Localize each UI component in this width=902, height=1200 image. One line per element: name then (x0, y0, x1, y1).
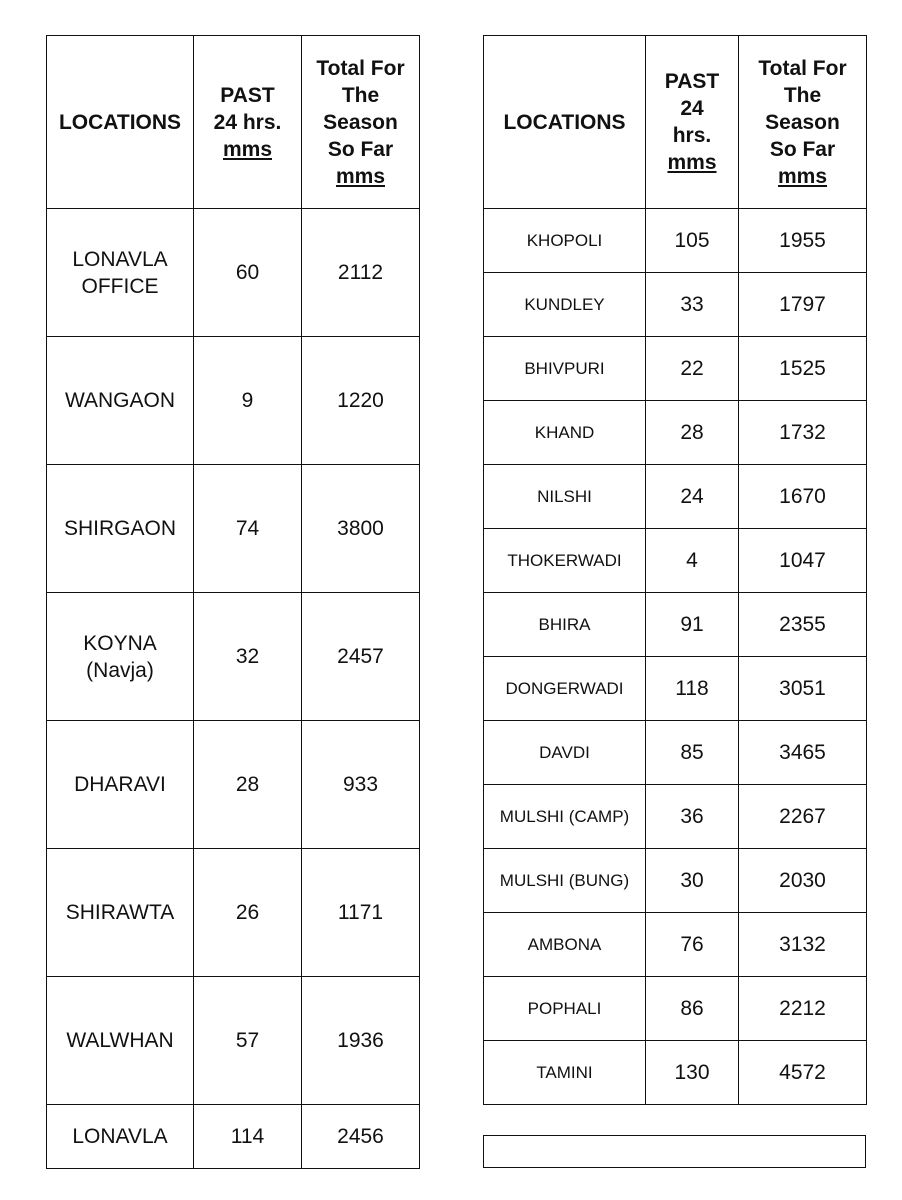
table-row (47, 209, 420, 337)
season-total-cell: 2456 (302, 1105, 420, 1169)
location-cell: MULSHI (BUNG) (484, 849, 646, 913)
location-cell: KHOPOLI (484, 209, 646, 273)
season-total-cell: 1797 (739, 273, 867, 337)
empty-table-box (483, 1135, 866, 1168)
table-row (484, 913, 867, 977)
season-total-cell: 2457 (302, 593, 420, 721)
location-cell: DONGERWADI (484, 657, 646, 721)
location-cell: SHIRAWTA (47, 849, 194, 977)
past-24-cell: 76 (646, 913, 739, 977)
season-total-cell: 3465 (739, 721, 867, 785)
past-24-cell: 114 (194, 1105, 302, 1169)
past-24-cell: 60 (194, 209, 302, 337)
season-total-cell: 2112 (302, 209, 420, 337)
past-24-cell: 85 (646, 721, 739, 785)
past-24-cell: 130 (646, 1041, 739, 1105)
table-row (484, 1041, 867, 1105)
past-24-cell: 24 (646, 465, 739, 529)
past-24-cell: 28 (194, 721, 302, 849)
header-locations: LOCATIONS (484, 36, 646, 209)
header-past-24: PAST 24 hrs. mms (194, 36, 302, 209)
past-24-cell: 74 (194, 465, 302, 593)
header-past-24: PAST 24 hrs. mms (646, 36, 739, 209)
season-total-cell: 3132 (739, 913, 867, 977)
table-row (484, 785, 867, 849)
table-row (484, 977, 867, 1041)
header-season-total: Total For The Season So Far mms (739, 36, 867, 209)
location-cell: POPHALI (484, 977, 646, 1041)
location-cell: KHAND (484, 401, 646, 465)
table-row (47, 977, 420, 1105)
past-24-cell: 30 (646, 849, 739, 913)
season-total-cell: 1171 (302, 849, 420, 977)
season-total-cell: 1047 (739, 529, 867, 593)
past-24-cell: 22 (646, 337, 739, 401)
location-cell: WANGAON (47, 337, 194, 465)
left-header-row (47, 36, 420, 209)
past-24-cell: 118 (646, 657, 739, 721)
location-cell: KOYNA (Navja) (47, 593, 194, 721)
season-total-cell: 3051 (739, 657, 867, 721)
season-total-cell: 2267 (739, 785, 867, 849)
location-cell: THOKERWADI (484, 529, 646, 593)
location-cell: KUNDLEY (484, 273, 646, 337)
table-row (47, 465, 420, 593)
table-row (484, 657, 867, 721)
right-header-row (484, 36, 867, 209)
past-24-cell: 86 (646, 977, 739, 1041)
table-row (484, 273, 867, 337)
location-cell: AMBONA (484, 913, 646, 977)
table-row (47, 721, 420, 849)
table-row (484, 721, 867, 785)
header-locations: LOCATIONS (47, 36, 194, 209)
table-row (484, 337, 867, 401)
location-cell: TAMINI (484, 1041, 646, 1105)
season-total-cell: 1936 (302, 977, 420, 1105)
table-row (484, 401, 867, 465)
season-total-cell: 2030 (739, 849, 867, 913)
table-row (47, 337, 420, 465)
past-24-cell: 32 (194, 593, 302, 721)
table-row (484, 849, 867, 913)
location-cell: LONAVLA (47, 1105, 194, 1169)
location-cell: BHIVPURI (484, 337, 646, 401)
past-24-cell: 91 (646, 593, 739, 657)
season-total-cell: 933 (302, 721, 420, 849)
header-season-total: Total For The Season So Far mms (302, 36, 420, 209)
past-24-cell: 28 (646, 401, 739, 465)
past-24-cell: 4 (646, 529, 739, 593)
past-24-cell: 105 (646, 209, 739, 273)
location-cell: LONAVLA OFFICE (47, 209, 194, 337)
season-total-cell: 2355 (739, 593, 867, 657)
table-row (47, 849, 420, 977)
season-total-cell: 1525 (739, 337, 867, 401)
location-cell: BHIRA (484, 593, 646, 657)
season-total-cell: 1732 (739, 401, 867, 465)
past-24-cell: 26 (194, 849, 302, 977)
season-total-cell: 2212 (739, 977, 867, 1041)
season-total-cell: 1220 (302, 337, 420, 465)
past-24-cell: 9 (194, 337, 302, 465)
table-row (484, 209, 867, 273)
table-row (484, 529, 867, 593)
past-24-cell: 36 (646, 785, 739, 849)
season-total-cell: 1955 (739, 209, 867, 273)
right-rainfall-table (483, 35, 867, 1105)
table-row (484, 465, 867, 529)
location-cell: MULSHI (CAMP) (484, 785, 646, 849)
season-total-cell: 1670 (739, 465, 867, 529)
season-total-cell: 4572 (739, 1041, 867, 1105)
location-cell: SHIRGAON (47, 465, 194, 593)
location-cell: NILSHI (484, 465, 646, 529)
past-24-cell: 33 (646, 273, 739, 337)
location-cell: WALWHAN (47, 977, 194, 1105)
past-24-cell: 57 (194, 977, 302, 1105)
table-row (484, 593, 867, 657)
table-row (47, 593, 420, 721)
season-total-cell: 3800 (302, 465, 420, 593)
location-cell: DHARAVI (47, 721, 194, 849)
table-row (47, 1105, 420, 1169)
left-rainfall-table (46, 35, 420, 1169)
location-cell: DAVDI (484, 721, 646, 785)
